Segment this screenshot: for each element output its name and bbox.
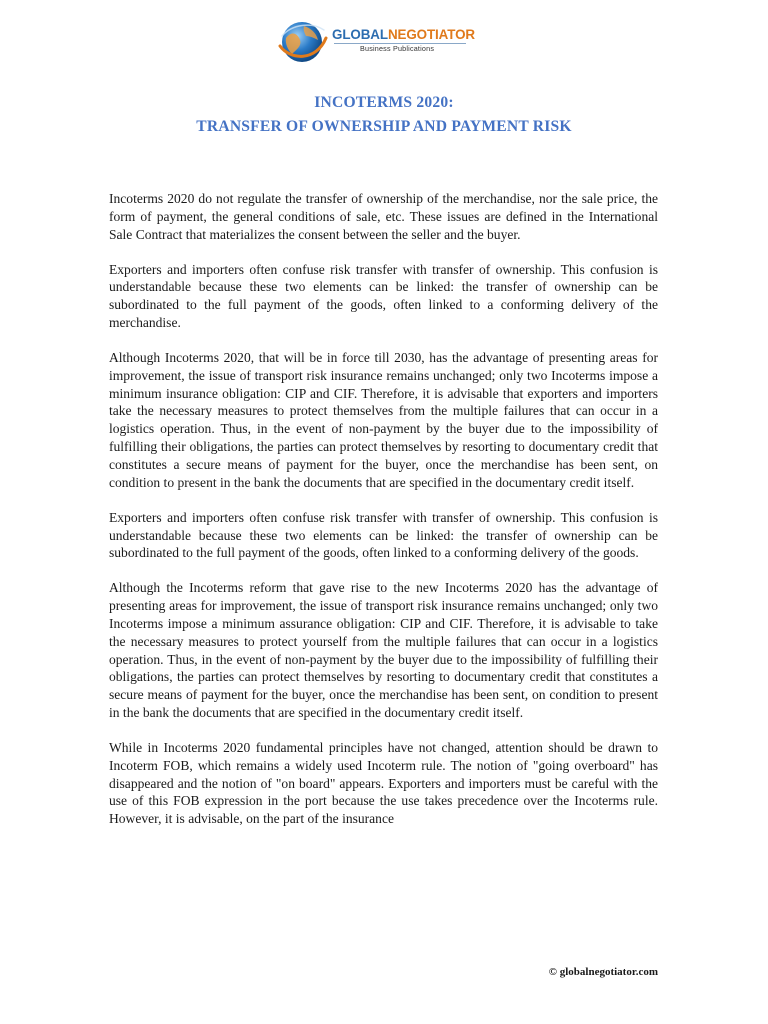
brand-name-part2: NEGOTIATOR	[387, 27, 475, 42]
document-title: INCOTERMS 2020:	[314, 94, 454, 111]
globe-logo-icon	[276, 16, 328, 68]
paragraph: Incoterms 2020 do not regulate the transfer of ownership of the merchandise, nor the sale price, the form of payment, the general conditions of sale, etc. These issues are defined in the International Sale Contract that materializes the consent between the seller and the buyer.	[109, 191, 658, 242]
brand-logo	[276, 16, 476, 68]
footer-copyright: © globalnegotiator.com	[548, 966, 658, 978]
document-subtitle: TRANSFER OF OWNERSHIP AND PAYMENT RISK	[196, 118, 572, 135]
paragraph: Exporters and importers often confuse risk transfer with transfer of ownership. This confusion is understandable because these two elements can be linked: the transfer of ownership can be subordinated to the full payment of the goods, often linked to a conforming delivery of the goods.	[109, 509, 658, 561]
paragraph: Although the Incoterms reform that gave rise to the new Incoterms 2020 has the advantage of presenting areas for improvement, the issue of transport risk insurance remains unchanged; only two Incoterms impose a minimum assurance obligation: CIP and CIF. Therefore, it is advisable to take the necessary measures to protect yourself from the multiple failures that can occur in a logistics operation. Thus, in the event of non-payment by the buyer due to the impossibility of fulfilling their obligations, the parties can protect themselves by resorting to documentary credit that constitutes a secure means of payment for the buyer, once the merchandise has been sent, on condition to present in the bank the documents that are specified in the documentary credit itself.	[109, 580, 658, 721]
brand-name	[332, 27, 475, 42]
brand-name-part1: GLOBAL	[332, 27, 388, 42]
paragraph: While in Incoterms 2020 fundamental principles have not changed, attention should be drawn to Incoterm FOB, which remains a widely used Incoterm rule. The notion of "going overboard" has disappeared and the notion of "on board" appears. Exporters and importers must be careful with the use of this FOB expression in the port because the use takes precedence over the Incoterms rule. However, it is advisable, on the part of the insurance	[109, 739, 658, 827]
document-body	[109, 190, 658, 845]
brand-tagline: Business Publications	[360, 44, 435, 53]
paragraph: Exporters and importers often confuse risk transfer with transfer of ownership. This confusion is understandable because these two elements can be linked: the transfer of ownership can be subordinated to the full payment of the goods, often linked to a conforming delivery of the merchandise.	[109, 261, 658, 331]
paragraph: Although Incoterms 2020, that will be in force till 2030, has the advantage of presenting areas for improvement, the issue of transport risk insurance remains unchanged; only two Incoterms impose a minimum insurance obligation: CIP and CIF. Therefore, it is advisable that exporters and importers take the necessary measures to protect themselves from the multiple failures that can occur in a logistics operation. Thus, in the event of non-payment by the buyer due to the impossibility of fulfilling their obligations, the parties can protect themselves by resorting to documentary credit that constitutes a secure means of payment for the buyer, once the merchandise has been sent, on condition to present in the bank the documents that are specified in the documentary credit itself.	[109, 349, 658, 490]
